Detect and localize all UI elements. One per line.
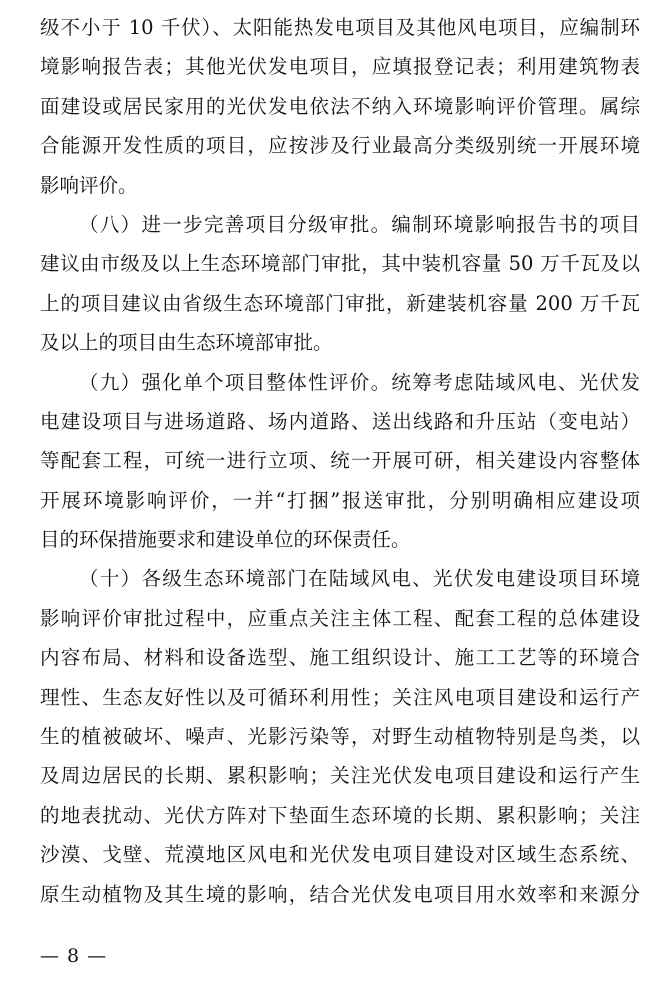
document-body (40, 8, 640, 914)
text-line: 理性、生态友好性以及可循环利用性；关注风电项目建设和运行产 (40, 685, 640, 709)
text-line: 生的植被破坏、噪声、光影污染等，对野生动植物特别是鸟类，以 (40, 725, 640, 749)
text-line: 沙漠、戈壁、荒漠地区风电和光伏发电项目建设对区域生态系统、 (40, 843, 640, 867)
text-line: 的地表扰动、光伏方阵对下垫面生态环境的长期、累积影响；关注 (40, 803, 640, 827)
text-line: （八）进一步完善项目分级审批。编制环境影响报告书的项目 (79, 212, 640, 236)
paragraph-item-8 (40, 205, 640, 363)
text-line: 及周边居民的长期、累积影响；关注光伏发电项目建设和运行产生 (40, 764, 640, 788)
paragraph-item-10 (40, 559, 640, 914)
text-line: 影响评价审批过程中，应重点关注主体工程、配套工程的总体建设 (40, 606, 640, 630)
text-line: 上的项目建议由省级生态环境部门审批，新建装机容量 200 万千瓦 (40, 291, 640, 315)
text-line: 原生动植物及其生境的影响，结合光伏发电项目用水效率和来源分 (40, 882, 640, 906)
text-line: 影响评价。 (40, 173, 138, 197)
text-line: 电建设项目与进场道路、场内道路、送出线路和升压站（变电站） (40, 409, 640, 433)
text-line: 面建设或居民家用的光伏发电依法不纳入环境影响评价管理。属综 (40, 94, 640, 118)
text-line: 级不小于 10 千伏）、太阳能热发电项目及其他风电项目，应编制环 (40, 16, 640, 39)
text-line: 开展环境影响评价，一并“打捆”报送审批，分别明确相应建设项 (40, 488, 640, 512)
text-line: 境影响报告表；其他光伏发电项目，应填报登记表；利用建筑物表 (40, 55, 640, 79)
text-line: 内容布局、材料和设备选型、施工组织设计、施工工艺等的环境合 (40, 646, 640, 670)
text-line: （九）强化单个项目整体性评价。统筹考虑陆域风电、光伏发 (79, 370, 640, 394)
text-line: （十）各级生态环境部门在陆域风电、光伏发电建设项目环境 (79, 567, 640, 591)
text-line: 建议由市级及以上生态环境部门审批，其中装机容量 50 万千瓦及以 (40, 252, 640, 276)
text-line: 目的环保措施要求和建设单位的环保责任。 (40, 528, 411, 552)
text-line: 及以上的项目由生态环境部审批。 (40, 331, 333, 355)
text-line: 等配套工程，可统一进行立项、统一开展可研，相关建设内容整体 (40, 449, 640, 473)
paragraph-item-9 (40, 363, 640, 560)
page-number: — 8 — (40, 945, 108, 967)
paragraph-1 (40, 8, 640, 205)
text-line: 合能源开发性质的项目，应按涉及行业最高分类级别统一开展环境 (40, 134, 640, 158)
